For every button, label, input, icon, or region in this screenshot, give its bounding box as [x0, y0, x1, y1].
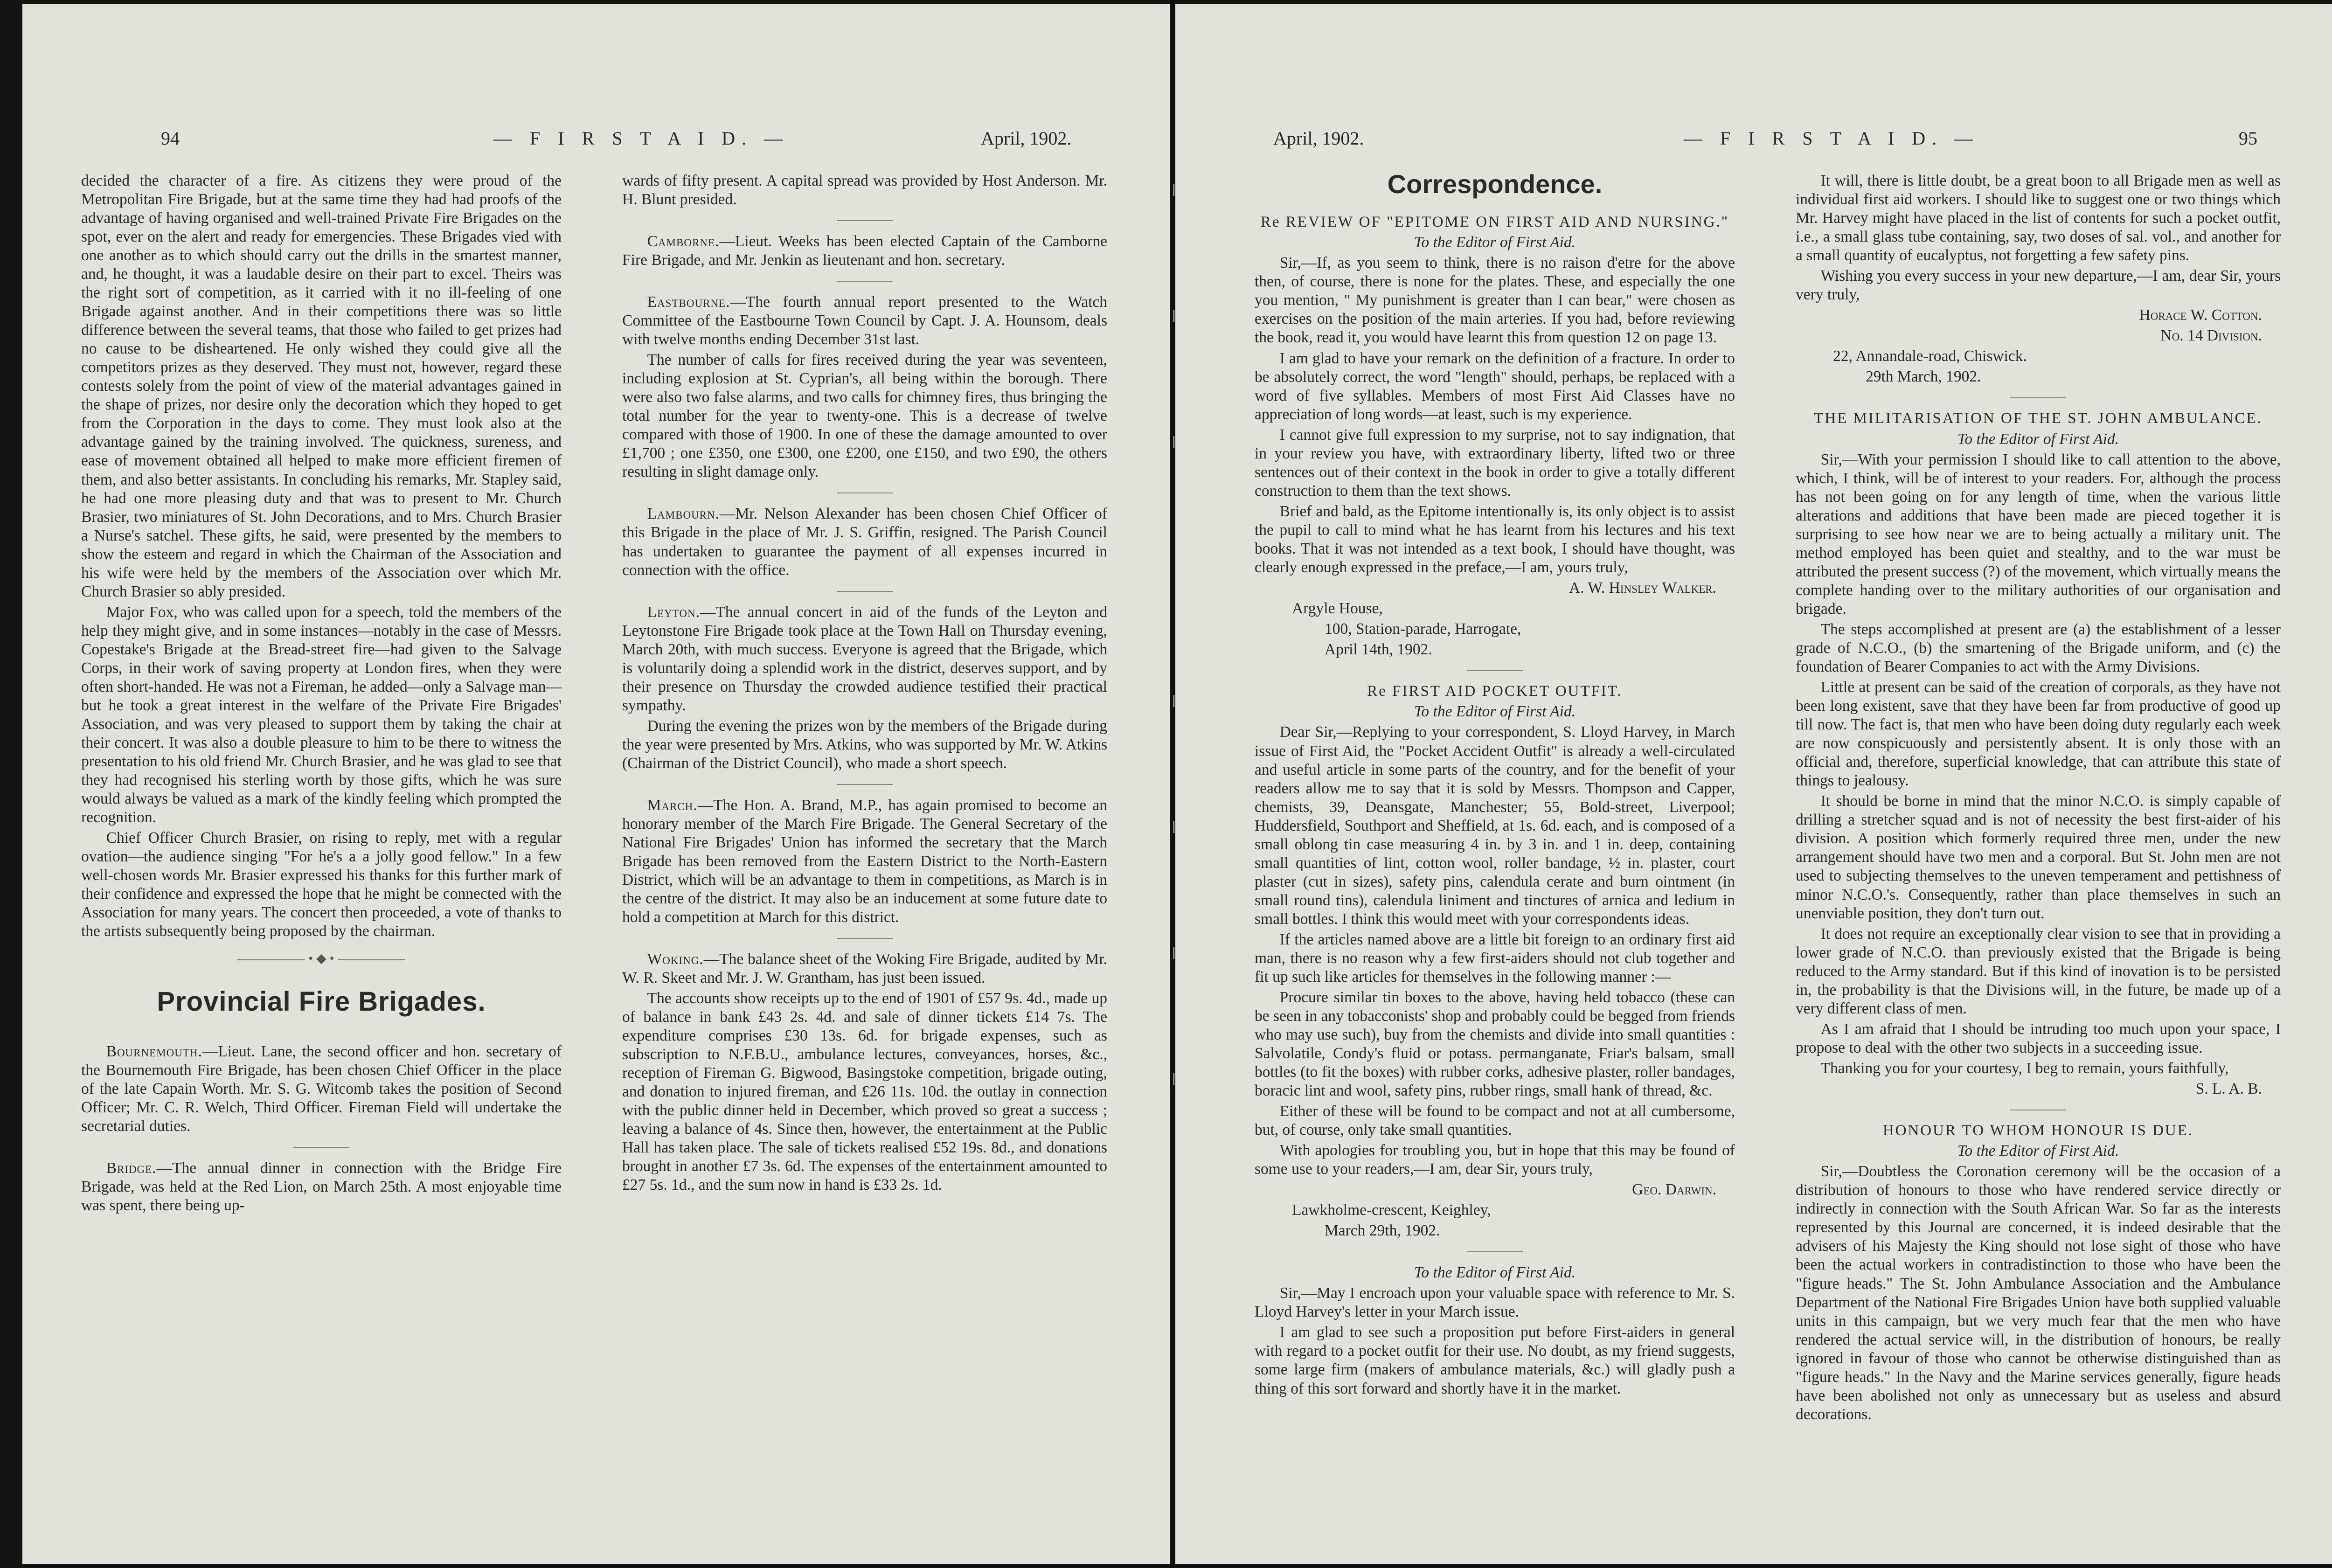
section-divider [1467, 1251, 1523, 1252]
paragraph: wards of fifty present. A capital spread was provided by Host Anderson. Mr. H. Blunt presided. [622, 172, 1107, 208]
paragraph: Sir,—May I encroach upon your valuable space with reference to Mr. S. Lloyd Harvey's letter in your March issue. [1255, 1284, 1735, 1321]
paragraph-text: —Lieut. Weeks has been elected Captain of the Camborne Fire Brigade, and Mr. Jenkin as lieutenant and hon. secretary. [622, 233, 1107, 269]
address-line: March 29th, 1902. [1325, 1222, 1440, 1240]
letter-heading: HONOUR TO WHOM HONOUR IS DUE. [1882, 1122, 2194, 1139]
address-line: Argyle House, [1292, 599, 1383, 617]
left-page [22, 4, 1173, 1564]
paragraph: I am glad to have your remark on the definition of a fracture. In order to be absolutely correct, the word "length" should, perhaps, be replaced with a word of five syllables. Members of most First Aid Classes have no appreciation of long words—at least, such is my experience. [1255, 349, 1735, 423]
right-column-1 [1255, 169, 1735, 1400]
issue-date: April, 1902. [1273, 128, 1364, 149]
ornament-divider [237, 951, 405, 966]
paragraph: I cannot give full expression to my surprise, not to say indignation, that in your review you have, with extraordinary liberty, lifted two or three sentences out of their context in the book in order to give a totally different construction to them than the text shows. [1255, 426, 1735, 500]
right-page [1175, 4, 2332, 1564]
paragraph: It will, there is little doubt, be a great boon to all Brigade men as well as individual first aid workers. I should like to suggest one or two things which Mr. Harvey might have placed in the list of contents for such a pocket outfit, i.e., a small glass tube containing, say, two doses of sal. vol., and another for a small quantity of eucalyptus, not forgetting a few safety pins. [1796, 172, 2281, 264]
section-heading: Provincial Fire Brigades. [157, 986, 486, 1017]
section-divider [837, 591, 893, 592]
running-title: — F I R S T A I D. — [1684, 128, 1980, 149]
section-divider [837, 938, 893, 939]
paragraph: With apologies for troubling you, but in hope that this may be found of some use to your readers,—I am, dear Sir, yours truly, [1255, 1142, 1735, 1178]
place-name: Eastbourne. [647, 293, 730, 311]
paragraph: decided the character of a fire. As citizens they were proud of the Metropolitan Fire Brigade, but at the same time they had had proofs of the advantage of having organised and well-trained Private Fire Brigades on the spot, ever on the alert and ready for emergencies. These Brigades vied with one another as to which should carry out the drills in the smartest manner, and, he thought, it was a laudable desire on their part to excel. Theirs was the right sort of competition, as it carried with it no ill-feeling of one Brigade against another. And in their competitions there was so little difference between the several teams, that those who failed to get prizes had no cause to be disheartened. He only wished they could give all the competitors prizes as they deserved. They must not, however, regard these contests solely from the point of view of the material advantages gained in the shape of prizes, nor desire only the decoration which they hoped to get from the Corporation in the days to come. They must look also at the advantage gained by the training involved. The quickness, sureness, and ease of movement obtained all helped to make more efficient firemen of them, and also better assistants. In concluding his remarks, Mr. Stapley said, he had one more pleasing duty and that was to present to Mr. Church Brasier, two miniatures of St. John Decorations, and to Mrs. Church Brasier a Nurse's satchel. These gifts, he said, were presented by the members to show the esteem and regard in which the Chairman of the Association and his wife were held by the members of the Association over which Mr. Church Brasier so ably presided. [81, 172, 562, 600]
signature: S. L. A. B. [2195, 1080, 2262, 1097]
left-running-head [22, 127, 1170, 155]
right-running-head [1175, 127, 2332, 155]
section-divider [293, 1147, 349, 1148]
paragraph-text: —The balance sheet of the Woking Fire Brigade, audited by Mr. W. R. Skeet and Mr. J. W. Grantham, has just been issued. [622, 951, 1107, 987]
left-column-2 [622, 172, 1107, 1196]
page-number: 94 [161, 128, 180, 149]
paragraph: I am glad to see such a proposition put before First-aiders in general with regard to a pocket outfit for their use. No doubt, as my friend suggests, some large firm (makers of ambulance materials, &c.) will gladly push a thing of this sort forward and shortly have it in the market. [1255, 1324, 1735, 1397]
paragraph: Chief Officer Church Brasier, on rising to reply, met with a regular ovation—the audience singing "For he's a a jolly good fellow." In a few well-chosen words Mr. Brasier expressed his thanks for this further mark of their confidence and expressed the hope that he might be connected with the Association for many years. The concert then proceeded, a vote of thanks to the artists subsequently being proposed by the chairman. [81, 829, 562, 940]
right-column-2 [1796, 172, 2281, 1426]
paragraph: It should be borne in mind that the minor N.C.O. is simply capable of drilling a stretcher squad and is not of necessity the best first-aider of his division. A position which formerly required three men, under the new arrangement should have two men and a corporal. But St. John men are not used to subjecting themselves to the uneven temperament and pettishness of minor N.C.O.'s. Consequently, rather than place themselves in such an unenviable position, they don't turn out. [1796, 792, 2281, 922]
address-line: April 14th, 1902. [1325, 640, 1432, 658]
paragraph-text: —Mr. Nelson Alexander has been chosen Chief Officer of this Brigade in the place of Mr. J. S. Griffin, resigned. The Parish Council has undertaken to guarantee the payment of all expenses incurred in connection with the office. [622, 505, 1107, 579]
paragraph: Little at present can be said of the creation of corporals, as they have not been long existent, save that they have been far from productive of good up till now. The fact is, that men who have been doing duty regularly each week are now conspicuously and persistently absent. It is only those with an official and, therefore, superficial knowledge, that can attribute this state of things to jealousy. [1796, 679, 2281, 790]
paragraph-text: —The fourth annual report presented to the Watch Committee of the Eastbourne Town Council by Capt. J. A. Hounsom, deals with twelve months ending December 31st last. [622, 293, 1107, 348]
paragraph: The number of calls for fires received during the year was seventeen, including explosion at St. Cyprian's, all being within the borough. There were also two false alarms, and two calls for chimney fires, thus bringing the total number for the year to twenty-one. This is a decrease of twelve compared with those of 1900. In one of these the damage amounted to over £1,700 ; one £350, one £300, one £200, one £150, and two £90, the others resulting in slight damage only. [622, 351, 1107, 481]
paragraph: Major Fox, who was called upon for a speech, told the members of the help they might give, and in some instances—notably in the case of Messrs. Copestake's Brigade at the Bread-street fire—had given to the Salvage Corps, in their work of saving property at London fires, when they were often short-handed. He was not a Fireman, he added—only a Salvage man—but he took a great interest in the welfare of the Private Fire Brigades' Association, and was very pleased to support them by taking the chair at their concert. It was also a double pleasure to him to be there to witness the presentation to his old friend Mr. Church Brasier, and he was glad to see that they had recognised his sterling worth by those gifts, which he was sure would always be valued as a mark of the kindly feeling which prompted the recognition. [81, 603, 562, 826]
paragraph-text: —Lieut. Lane, the second officer and hon. secretary of the Bournemouth Fire Brigade, has been chosen Chief Officer in the place of the late Capain Worth. Mr. S. G. Witcomb takes the position of Second Officer; Mr. C. R. Welch, Third Officer. Fireman Field will undertake the secretarial duties. [81, 1042, 562, 1135]
address-line: 22, Annandale-road, Chiswick. [1833, 347, 2027, 365]
signature: Horace W. Cotton. [2139, 306, 2262, 324]
paragraph-text: —The Hon. A. Brand, M.P., has again promised to become an honorary member of the March Fire Brigade. The General Secretary of the National Fire Brigades' Union has informed the secretary that the March Brigade has been removed from the Eastern District to the North-Eastern District, which will be an advantage to them in competitions, as March is in the centre of the district. It may also be an inducement at some future date to hold a competition at March for this district. [622, 796, 1107, 926]
to-the-editor: To the Editor of First Aid. [1414, 703, 1576, 721]
section-divider [837, 281, 893, 282]
paragraph: Brief and bald, as the Epitome intentionally is, its only object is to assist the pupil to call to mind what he has learnt from his lectures and his text books. That it was not intended as a text book, I should have thought, was clearly enough expressed in the preface,—I am, yours truly, [1255, 502, 1735, 576]
section-divider [2010, 397, 2066, 398]
paragraph [622, 603, 1107, 715]
section-divider [837, 784, 893, 785]
section-divider [837, 220, 893, 221]
place-name: Bournemouth. [106, 1042, 202, 1060]
running-title: — F I R S T A I D. — [493, 128, 790, 149]
paragraph: During the evening the prizes won by the members of the Brigade during the year were presented by Mrs. Atkins, who was supported by Mr. W. Atkins (Chairman of the District Council), who made a short speech. [622, 717, 1107, 772]
address-line: 100, Station-parade, Harrogate, [1325, 620, 1521, 638]
paragraph: The accounts show receipts up to the end of 1901 of £57 9s. 4d., made up of balance in bank £43 2s. 4d. and sale of dinner tickets £14 7s. The expenditure comprises £30 13s. 6d. for brigade expenses, such as subscription to N.F.B.U., ambulance lectures, conveyances, horses, &c., reception of Fireman G. Bigwood, Basingstoke competition, brigade outing, and donation to injured fireman, and £26 11s. 10d. the outlay in connection with the public dinner held in December, which proved so great a success ; leaving a balance of 4s. Since then, however, the entertainment at the Public Hall has taken place. The sale of tickets realised £52 19s. 8d., and donations brought in another £7 3s. 6d. The expenses of the entertainment amounted to £27 5s. 1d., and the sum now in hand is £33 2s. 1d. [622, 990, 1107, 1194]
place-name: March. [647, 796, 698, 814]
place-name: Leyton. [647, 603, 700, 621]
paragraph: Procure similar tin boxes to the above, having held tobacco (these can be seen in any tobacconists' shop and probably could be begged from friends who may use such), buy from the chemists and divide into small quantities : Salvolatile, Condy's fluid or potass. permanganate, Friar's balsam, small bottles (to fit the boxes) with rubber corks, adhesive plaster, roller bandages, boracic lint and wool, safety pins, rubber rings, small hank of thread, &c. [1255, 988, 1735, 1100]
paragraph: Wishing you every success in your new departure,—I am, dear Sir, yours very truly, [1796, 267, 2281, 304]
letter-heading: THE MILITARISATION OF THE ST. JOHN AMBULANCE. [1814, 410, 2263, 427]
paragraph: Sir,—If, as you seem to think, there is no raison d'etre for the above then, of course, there is none for the plates. These, and especially the one you mention, " My punishment is greater than I can bear," were chosen as exercises on the position of the main arteries. If you had, before reviewing the book, read it, you would have learnt this from question 12 on page 13. [1255, 254, 1735, 347]
signature: Geo. Darwin. [1632, 1181, 1716, 1199]
paragraph: As I am afraid that I should be intruding too much upon your space, I propose to deal with the other two subjects in a succeeding issue. [1796, 1020, 2281, 1056]
issue-date: April, 1902. [981, 128, 1072, 149]
to-the-editor: To the Editor of First Aid. [1957, 430, 2119, 448]
place-name: Lambourn. [647, 505, 720, 523]
paragraph [622, 505, 1107, 579]
to-the-editor: To the Editor of First Aid. [1414, 1264, 1576, 1282]
left-column-1 [81, 172, 562, 1217]
paragraph: Sir,—Doubtless the Coronation ceremony will be the occasion of a distribution of honours to those who have rendered service directly or indirectly in connection with the South African War. So far as the interests represented by this Journal are concerned, it is indeed desirable that the advisers of his Majesty the King should not lose sight of those who have been the actual workers in contradistinction to those who have been the "figure heads." The St. John Ambulance Association and the Ambulance Department of the National Fire Brigades Union have both supplied valuable units in this campaign, but we very much fear that the men who have rendered the actual service will, in the distribution of honours, be really ignored in favour of those who cannot be otherwise distinguished than as "figure heads." In the Navy and the Marine services generally, figure heads have been abolished not only as unnecessary but as useless and absurd decorations. [1796, 1163, 2281, 1423]
paragraph-text: —The annual concert in aid of the funds of the Leyton and Leytonstone Fire Brigade took place at the Town Hall on Thursday evening, March 20th, with much success. Everyone is agreed that the Brigade, which is voluntarily doing a splendid work in the district, deserves support, and by their presence on Thursday the crowded audience testified their practical sympathy. [622, 603, 1107, 714]
paragraph: It does not require an exceptionally clear vision to see that in providing a lower grade of N.C.O. than previously existed that the Brigade is being reduced to the Army standard. But if this kind of inovation is to be persisted in, the probability is that the Divisions will, in the future, be made up of a very different class of men. [1796, 925, 2281, 1017]
place-name: Camborne. [647, 233, 720, 250]
section-heading: Correspondence. [1387, 169, 1603, 199]
paragraph: Thanking you for your courtesy, I beg to remain, yours faithfully, [1820, 1059, 2229, 1077]
paragraph [622, 293, 1107, 349]
paragraph [622, 950, 1107, 987]
letter-heading: Re REVIEW OF "EPITOME ON FIRST AID AND NURSING." [1260, 213, 1729, 230]
place-name: Woking. [647, 951, 704, 968]
address-line: Lawkholme-crescent, Keighley, [1292, 1201, 1491, 1219]
signature: No. 14 Division. [2160, 327, 2262, 345]
to-the-editor: To the Editor of First Aid. [1414, 234, 1576, 251]
paragraph: Either of these will be found to be compact and not at all cumbersome, but, of course, only take small quantities. [1255, 1103, 1735, 1139]
paragraph [81, 1159, 562, 1215]
to-the-editor: To the Editor of First Aid. [1957, 1142, 2119, 1160]
place-name: Bridge. [106, 1159, 157, 1177]
paragraph [622, 232, 1107, 270]
page-number: 95 [2239, 128, 2257, 149]
paragraph [622, 796, 1107, 927]
section-divider [1467, 670, 1523, 671]
signature: A. W. Hinsley Walker. [1569, 579, 1716, 597]
paragraph: If the articles named above are a little bit foreign to an ordinary first aid man, there is no reason why a few first-aiders should not club together and fit up such like articles for themselves in the following manner :— [1255, 930, 1735, 985]
letter-heading: Re FIRST AID POCKET OUTFIT. [1367, 683, 1623, 700]
paragraph-text: —The annual dinner in connection with the Bridge Fire Brigade, was held at the Red Lion, on March 25th. A most enjoyable time was spent, there being up- [81, 1159, 562, 1214]
paragraph [81, 1042, 562, 1136]
paragraph: The steps accomplished at present are (a) the establishment of a lesser grade of N.C.O., (b) the smartening of the Brigade uniform, and (c) the foundation of Bearer Companies to act with the Army Divisions. [1796, 621, 2281, 676]
ornament-glyph: • ◆ • [305, 951, 338, 966]
address-line: 29th March, 1902. [1866, 368, 1981, 386]
paragraph: Dear Sir,—Replying to your correspondent, S. Lloyd Harvey, in March issue of First Aid, the "Pocket Accident Outfit" is already a well-circulated and useful article in some parts of the country, and for the benefit of your readers allow me to say that it is sold by Messrs. Thompson and Capper, chemists, 39, Deansgate, Manchester; 55, Bold-street, Liverpool; Huddersfield, Southport and Sheffield, at 1s. 6d. each, and is composed of a small oblong tin case measuring 4 in. by 3 in. and 1 in. deep, containing small quantities of lint, cotton wool, roller bandage, ½ in. plaster, court plaster (cut in sizes), safety pins, calendula cerate and burn ointment (in small round tins), calendula liniment and tinctures of arnica and ledium in small bottles. I think this would meet with your correspondents ideas. [1255, 723, 1735, 928]
paragraph: Sir,—With your permission I should like to call attention to the above, which, I think, will be of interest to your readers. For, although the process has not been going on for any length of time, when the various little alterations and additions that have been made are pieced together it is surprising to see how near we are to being actually a military unit. The method employed has been quiet and stealthy, and to the war must be attributed the present success (?) of the movement, which virtually means the complete handing over to the military authorities of our organisation and brigade. [1796, 451, 2281, 618]
